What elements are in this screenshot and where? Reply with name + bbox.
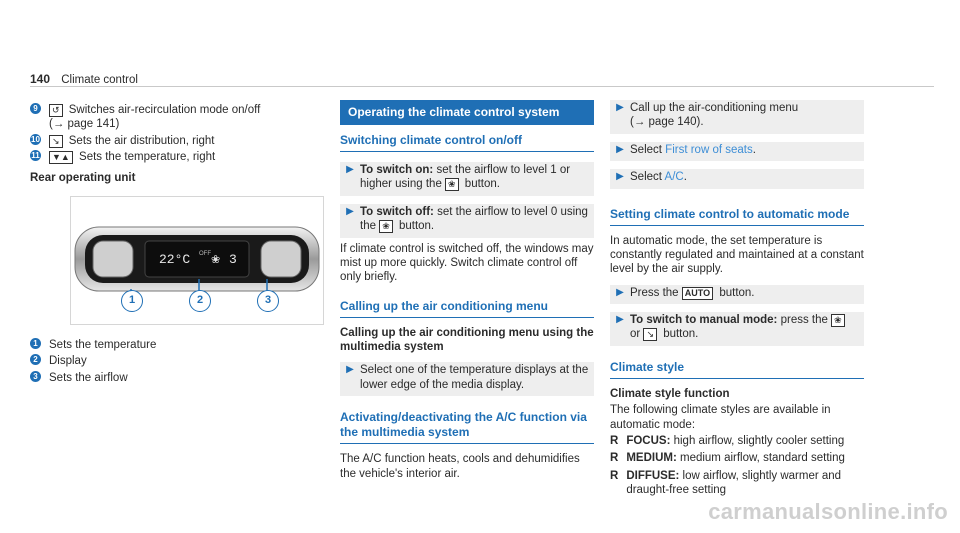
fan-button-icon: ❀: [379, 220, 393, 233]
display-fan-level: 3: [229, 252, 237, 267]
step-text: set the airflow to level 1 or higher using the: [360, 164, 571, 191]
rear-unit-image: [70, 196, 324, 325]
step-arrow-icon: ▶: [616, 102, 624, 113]
step-select-seats: ▶ Select First row of seats.: [610, 142, 864, 161]
list-item: [610, 469, 864, 498]
list-item: [30, 134, 330, 148]
bullet: R: [610, 452, 619, 465]
style-subheading: Climate style function: [610, 387, 730, 400]
style-name: MEDIUM:: [626, 452, 677, 465]
step-tail: button.: [398, 220, 435, 233]
bullet: R: [610, 469, 619, 482]
step-calling: [340, 362, 594, 396]
callout-badge: 10: [31, 134, 40, 144]
legend-text: Sets the airflow: [49, 371, 128, 384]
step-tail: button.: [663, 328, 699, 341]
legend-text: Sets the temperature: [49, 339, 157, 351]
list-item: [30, 150, 330, 164]
legend-item: [30, 354, 330, 368]
image-legend: [30, 338, 330, 387]
legend-item: [30, 371, 330, 385]
fan-icon: ❀: [211, 254, 221, 266]
fan-button-icon: ❀: [445, 178, 459, 191]
style-heading: Climate style: [610, 360, 864, 379]
step-select-ac: ▶ Select A/C.: [610, 169, 864, 188]
style-name: FOCUS:: [626, 434, 671, 447]
legend-text: Display: [49, 355, 87, 368]
info-text: If climate control is switched off, the windows may mist up more quickly. Switch climate control off only briefly.: [340, 242, 594, 284]
watermark: carmanualsonline.info: [708, 498, 948, 524]
style-list: [610, 434, 864, 498]
step-tail: button.: [719, 286, 755, 299]
style-name: DIFFUSE:: [626, 469, 680, 482]
auto-text: In automatic mode, the set temperature is constantly regulated and maintained at a constant level by the air supply.: [610, 234, 864, 276]
style-text: The following climate styles are available in automatic mode:: [610, 404, 831, 431]
auto-heading: Setting climate control to automatic mode: [610, 207, 864, 226]
item-text: Switches air-recirculation mode on/off: [68, 104, 261, 116]
page-number: 140: [30, 72, 51, 86]
step-label: To switch off:: [360, 205, 434, 218]
style-desc: high airflow, slightly cooler setting: [673, 434, 845, 447]
column-3: [610, 100, 864, 500]
item-text: Sets the temperature, right: [79, 151, 216, 164]
menu-item-first-row[interactable]: First row of seats: [665, 143, 753, 156]
step-text: press the: [780, 314, 828, 326]
air-distribution-icon: ↘: [49, 135, 63, 148]
step-or: or: [630, 328, 641, 341]
image-callout-3: 3: [257, 290, 279, 312]
step-tail: button.: [464, 178, 500, 191]
page-reference: (→ page 141): [49, 118, 120, 131]
list-item: [610, 434, 864, 448]
switching-heading: Switching climate control on/off: [340, 133, 594, 152]
chapter-title: Climate control: [61, 74, 138, 86]
step-arrow-icon: ▶: [346, 364, 354, 376]
calling-subheading: Calling up the air conditioning menu using the multimedia system: [340, 326, 594, 353]
step-switch-off: [340, 204, 594, 238]
callout-badge: 11: [31, 151, 40, 161]
callout-badge: 9: [30, 103, 41, 114]
step-arrow-icon: ▶: [616, 314, 624, 325]
step-press-auto: [610, 285, 864, 304]
step-prefix: Select: [630, 171, 662, 184]
auto-button-icon: AUTO: [682, 287, 713, 300]
step-prefix: Press the: [630, 286, 679, 299]
step-prefix: Select: [630, 143, 662, 156]
activating-heading: Activating/deactivating the A/C function via the multimedia system: [340, 410, 594, 444]
step-arrow-icon: ▶: [616, 171, 624, 183]
step-text: Select one of the temperature displays at the lower edge of the media display.: [360, 364, 589, 391]
style-desc: medium airflow, standard setting: [679, 452, 845, 465]
activating-text: The A/C function heats, cools and dehumidifies the vehicle's interior air.: [340, 453, 580, 480]
list-item: [610, 451, 864, 465]
legend-badge: 1: [30, 338, 41, 349]
legend-badge: 2: [30, 354, 41, 365]
step-text: Call up the air-conditioning menu: [630, 102, 799, 114]
image-callout-2: 2: [189, 290, 211, 312]
column-2: [340, 100, 594, 481]
page-reference: (→ page 140).: [630, 116, 704, 129]
column-1: [30, 103, 330, 185]
legend-item: [30, 338, 330, 352]
display-temperature: 22°C: [159, 252, 191, 267]
step-arrow-icon: ▶: [346, 164, 354, 175]
legend-badge: 3: [30, 371, 41, 382]
fan-button-icon: ❀: [831, 314, 845, 327]
item-text: Sets the air distribution, right: [68, 134, 215, 147]
list-item: [30, 103, 330, 132]
section-title: Operating the climate control system: [340, 100, 594, 125]
step-arrow-icon: ▶: [346, 205, 354, 217]
menu-item-ac[interactable]: A/C: [664, 171, 684, 184]
step-arrow-icon: ▶: [616, 286, 624, 298]
display-off: OFF: [199, 251, 211, 257]
temperature-updown-icon: ▼▲: [49, 151, 73, 164]
style-desc: low airflow, slightly warmer and draught-free setting: [626, 469, 842, 496]
step-arrow-icon: ▶: [616, 143, 624, 155]
step-label: To switch to manual mode:: [630, 314, 778, 326]
calling-heading: Calling up the air conditioning menu: [340, 299, 594, 318]
rear-unit-heading: Rear operating unit: [30, 171, 136, 184]
recirculation-icon: ↺: [49, 104, 63, 117]
step-text: set the airflow to level 0 using the: [360, 205, 588, 233]
step-switch-on: [340, 162, 594, 196]
step-call-menu: [610, 100, 864, 134]
header-divider: [30, 86, 934, 87]
bullet: R: [610, 434, 619, 447]
step-manual-mode: [610, 312, 864, 346]
step-label: To switch on:: [360, 164, 434, 176]
air-distribution-icon: ↘: [643, 328, 657, 341]
image-callout-1: 1: [121, 290, 143, 312]
